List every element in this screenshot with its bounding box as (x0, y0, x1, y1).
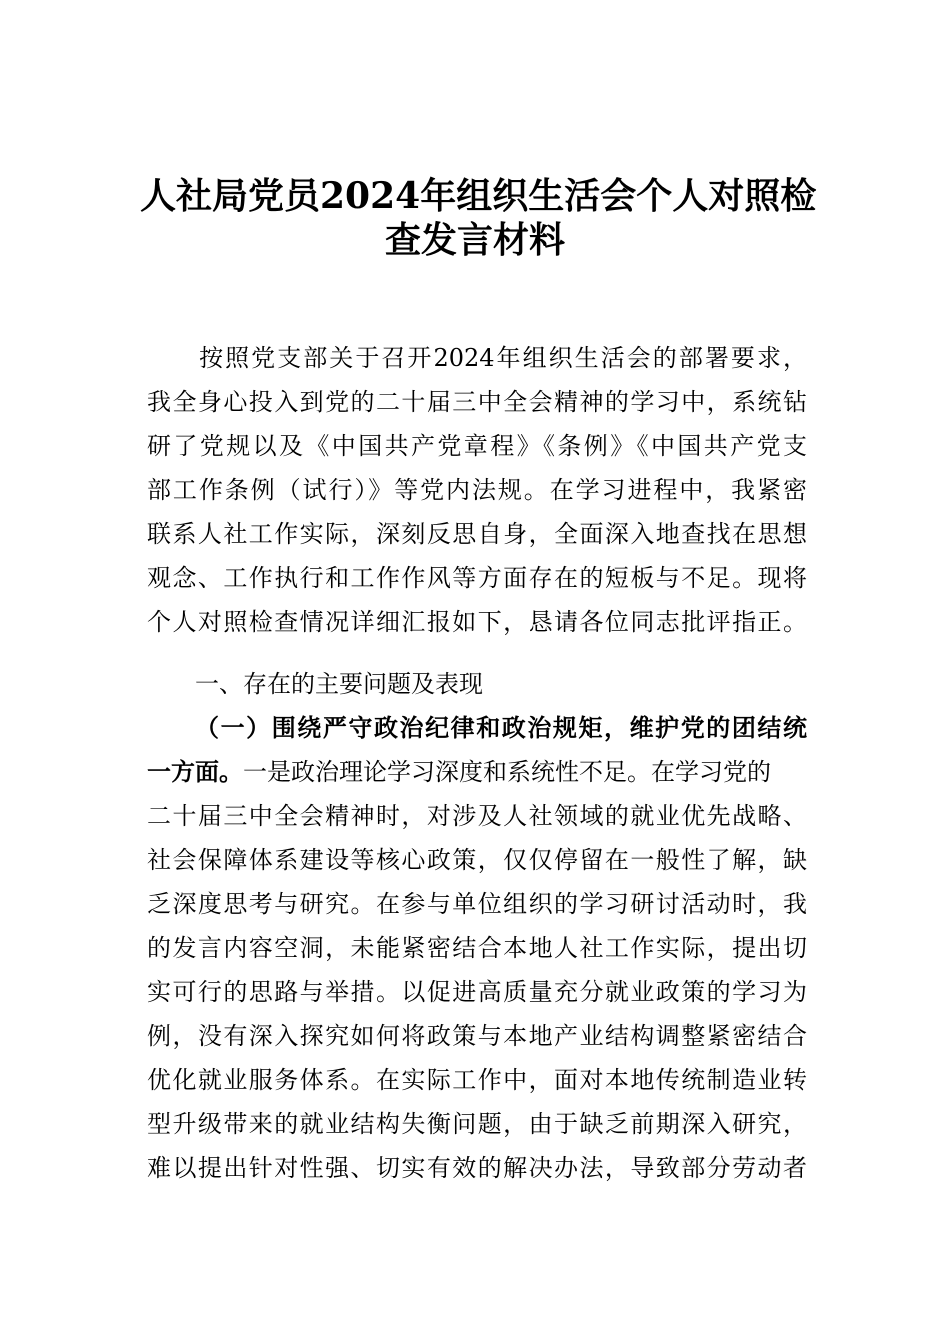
subsection-paragraph-line: 型升级带来的就业结构失衡问题，由于缺乏前期深入研究， (147, 1110, 807, 1138)
subsection-paragraph-line: 例，没有深入探究如何将政策与本地产业结构调整紧密结合 (147, 1022, 807, 1050)
intro-paragraph-line: 按照党支部关于召开2024年组织生活会的部署要求， (147, 344, 807, 372)
document-title-line-1: 人社局党员2024年组织生活会个人对照检 (140, 175, 817, 217)
subsection-first-line (147, 754, 807, 790)
subsection-first-text: 一是政治理论学习深度和系统性不足。在学习党的 (243, 758, 771, 786)
subsection-paragraph-line: 的发言内容空洞，未能紧密结合本地人社工作实际，提出切 (147, 934, 807, 962)
intro-paragraph-line: 观念、工作执行和工作作风等方面存在的短板与不足。现将 (147, 564, 807, 592)
subsection-paragraph-line: 难以提出针对性强、切实有效的解决办法，导致部分劳动者 (147, 1154, 807, 1182)
subsection-paragraph-line: 二十届三中全会精神时，对涉及人社领域的就业优先战略、 (147, 802, 807, 830)
document-title-line-2: 查发言材料 (384, 219, 565, 261)
subsection-paragraph-line: 优化就业服务体系。在实际工作中，面对本地传统制造业转 (147, 1066, 807, 1094)
section-heading: 一、存在的主要问题及表现 (195, 670, 483, 698)
subsection-heading-line-2: 一方面。 (147, 757, 243, 786)
intro-paragraph-line: 部工作条例（试行）》等党内法规。在学习进程中，我紧密 (147, 476, 807, 504)
intro-paragraph-line: 个人对照检查情况详细汇报如下，恳请各位同志批评指正。 (147, 608, 807, 636)
subsection-heading-line-1: （一）围绕严守政治纪律和政治规矩，维护党的团结统 (195, 713, 807, 742)
subsection-paragraph-line: 乏深度思考与研究。在参与单位组织的学习研讨活动时，我 (147, 890, 807, 918)
intro-paragraph-line: 我全身心投入到党的二十届三中全会精神的学习中，系统钻 (147, 388, 807, 416)
intro-paragraph-line: 研了党规以及《中国共产党章程》《条例》《中国共产党支 (147, 432, 807, 460)
subsection-paragraph-line: 社会保障体系建设等核心政策，仅仅停留在一般性了解，缺 (147, 846, 807, 874)
subsection-paragraph-line: 实可行的思路与举措。以促进高质量充分就业政策的学习为 (147, 978, 807, 1006)
intro-paragraph-line: 联系人社工作实际，深刻反思自身，全面深入地查找在思想 (147, 520, 807, 548)
